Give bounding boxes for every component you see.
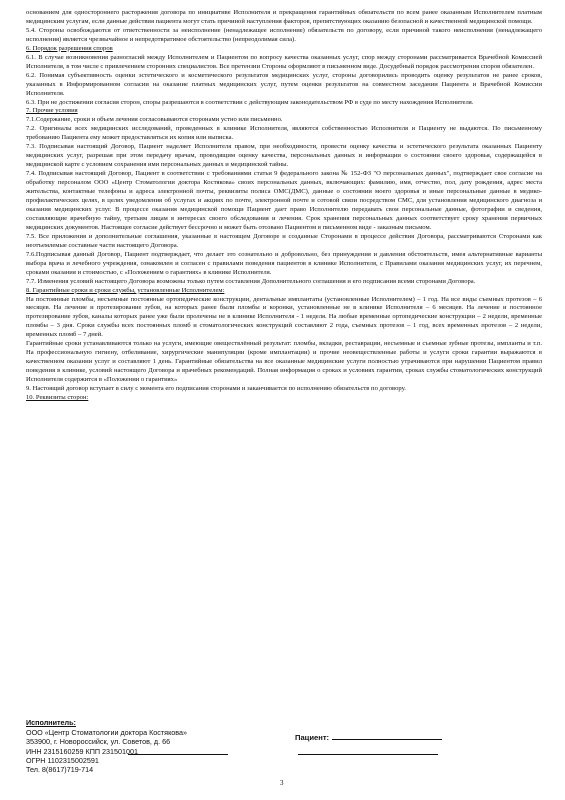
executor-requisites [26,718,546,774]
paragraph: 7.6.Подписывая данный Договор, Пациент подтверждает, что делает это сознательно и добровольно, без принуждения и давления обстоятельств, имея альтернативные варианты выбора врача и лечебного учреждения, ознакомлен и согласен с правилами поведения пациентов в клинике Исполнителя, с Правилами оказания медицинских услуг, их перечнем, сроками оказания и стоимостью, с «Положением о гарантиях» в клинике Исполнителя. [26,250,542,276]
paragraph: 7.7. Изменения условий настоящего Договора возможны только путем составления Дополнительного соглашения и его подписания всеми сторонами Договора. [26,277,476,285]
page-number: 3 [280,779,284,787]
patient-name-line [332,733,442,740]
executor-ogrn: ОГРН 1102315002591 [26,755,99,765]
paragraph: 7.2. Оригиналы всех медицинских исследований, проведенных в клинике Исполнителя, являются собственностью Исполнителя и Пациенту не выдаются. По письменному требованию Пациента ему может предоставляться их копия или выписка. [26,125,542,142]
section-heading: 7. Прочие условия [26,107,78,115]
patient-signature [295,733,442,742]
paragraph: 6.2. Понимая субъективность оценки эстетического и косметического результатов медицинских услуг, стороны договорились проводить оценку результатов не ранее сроков, указанных в Информированном согласии на оказание платных медицинских услуг, путем оценки результатов на совместном заседании Пациента и Врачебной Комиссии Исполнителя. [26,71,542,97]
paragraph: 9. Настоящий договор вступает в силу с момента его подписания сторонами и заканчивается по исполнению обязательств по договору. [26,385,406,393]
section-heading: 10. Реквизиты сторон: [26,393,89,401]
paragraph: 7.1.Содержание, сроки и объем лечения согласовываются сторонами устно или письменно. [26,116,283,124]
section-heading: 6. Порядок разрешения споров [26,44,113,52]
paragraph: 6.1. В случае возникновения разногласий между Исполнителем и Пациентом по вопросу качества оказанных услуг, спор между сторонами рассматривается Врачебной Комиссией Исполнителя, в том числе с привлечением сторонних специалистов. Все претензии Стороны оформляют в письменном виде. Досудебный порядок рассмотрения споров обязателен. [26,53,542,70]
executor-address: 353900, г. Новороссийск, ул. Советов, д. 66 [26,737,171,747]
section-heading: 8. Гарантийные сроки и сроки службы, установленные Исполнителем: [26,286,225,294]
paragraph: основанием для одностороннего расторжения договора по инициативе Исполнителя и прекращения гарантийных обязательств по всем ранее оказанным Исполнителем платным медицинским услугам, если данные действия пациента могут стать причиной наступления факторов, препятствующих оказанию безопасной и качественной медицинской помощи. [26,9,542,25]
executor-inn-kpp: ИНН 2315160259 КПП 231501001 [26,746,139,756]
patient-signature-line [298,754,438,755]
paragraph: 7.4. Подписывая настоящий Договор, Пациент в соответствии с требованиями статьи 9 федерального закона № 152-ФЗ "О персональных данных", подтверждает свое согласие на обработку персоналом ООО «Центр Стоматологии доктора Костякова» своих персональных данных, включающих: фамилию, имя, отчество, пол, дату рождения, адрес места жительства, контактные телефоны и адреса электронной почты, реквизиты полиса ОМС(ДМС), данные о состоянии моего здоровья и иные персональные данные в медико-профилактических целях, в целях уведомления об услугах и акциях по почте, электронной почте и сотовой связи посредством СМС, для установления медицинского диагноза и оказания медицинских услуг. В процессе оказания медицинской помощи Пациент дает право Исполнителю передавать свои персональные данные, фотографии и сведения, составляющие врачебную тайну, третьим лицам в интересах своего обследования и лечения. Срок хранения персональных данных соответствует сроку хранения первичных медицинских документов. Настоящее согласие действует бессрочно и может быть отозвано Пациентом в письменном виде - заказным письмом. [26,170,542,231]
patient-label: Пациент: [295,733,330,742]
paragraph: 6.3. При не достижении согласия сторон, споры разрешаются в соответствии с действующим законодательством РФ в суде по месту нахождения Исполнителя. [26,98,474,106]
executor-signature-line [128,754,228,755]
paragraph: 5.4. Стороны освобождаются от ответственности за неисполнение (ненадлежащее исполнение) обязательств по договору, если причиной такого неисполнения (ненадлежащего исполнения) является чрезвычайное и непредотвратимое обстоятельство (непреодолимая сила). [26,26,542,43]
executor-title: Исполнитель: [26,718,76,727]
executor-phone: Тел. 8(8617)719-714 [26,765,94,775]
paragraph: 7.5. Все приложения и дополнительные соглашения, указанные в настоящем Договоре и созданные Сторонами в процессе действия Договора, рассматриваются Сторонами как неотъемлемые составные части настоящего Договора. [26,232,542,249]
executor-name: ООО «Центр Стоматологии доктора Костякова» [26,728,188,737]
paragraph: Гарантийные сроки устанавливаются только на услуги, имеющие овеществлённый результат: пломбы, вкладки, реставрации, несъемные и съемные зубные протезы, импланты и т.п. На профессиональную гигиену, отбеливание, хирургические манипуляции (кроме имплантации) и прочие неовеществленные работы и услуги сроки гарантии выражаются в качественном оказании услуг и составляют 1 день. Гарантийные обязательства на все оказанные медицинские услуги полностью утрачиваются при нарушении Пациентом правил поведения в клинике, условий настоящего Договора и врачебных рекомендаций. Полная информация о сроках и условиях гарантии, сроках службы стоматологических конструкций Исполнителя содержится в «Положении о гарантиях» [26,340,542,384]
contract-body [26,9,542,403]
paragraph: 7.3. Подписывая настоящий Договор, Пациент наделяет Исполнителя правом, при необходимости, провести оценку качества и эстетического результата оказанных Пациенту медицинских услуг, разрешая при этом передачу врачам, проводящим оценку качества, персональных данных и информации о состоянии своего здоровья, содержащейся в медицинской карте с условием сохранения ими персональных данных и медицинской тайны. [26,143,542,169]
paragraph: На постоянные пломбы, несъемные постоянные ортопедические конструкции, дентальные имплантаты (установленные Исполнителем) – 1 год. На все виды съемных протезов – 6 месяцев. На лечение и протезирование зубов, на которых ранее были пломбы и коронки, установленные не в клинике Исполнителя – 6 месяцев. На лечение и постоянное протезирование зубов, каналы которых ранее уже были пролечены не в клинике Исполнителя - 1 неделя. На любые временные ортопедические конструкции – 2 недели, временные пломбы – 3 дня. Сроки службы всех постоянных пломб и стоматологических конструкций составляют 2 года, съемных протезов – 1 год, всех временных протезов – 2 недели, временных пломб – 7 дней. [26,295,542,339]
